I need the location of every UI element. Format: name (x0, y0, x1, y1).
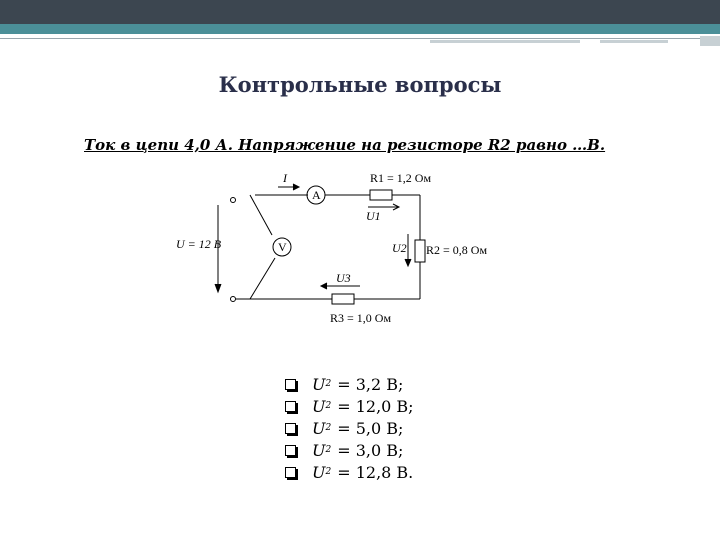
answer-option[interactable] (285, 439, 414, 461)
source-voltage-label: U = 12 В (176, 237, 222, 251)
answer-value: = 12,8 В. (337, 462, 414, 482)
header-accent (600, 40, 668, 43)
ammeter-label: A (312, 188, 321, 202)
answer-option[interactable] (285, 417, 414, 439)
u1-label: U1 (366, 209, 381, 223)
answer-options (285, 373, 414, 483)
answer-value: = 3,0 В; (337, 440, 404, 460)
answer-subscript: 2 (325, 445, 332, 455)
header-divider (0, 38, 720, 39)
header-accent (700, 36, 720, 46)
answer-symbol: U (312, 440, 326, 460)
answer-value: = 12,0 В; (337, 396, 414, 416)
current-label: I (283, 171, 287, 185)
slide-header-stripe (0, 24, 720, 34)
u3-label: U3 (336, 271, 351, 285)
answer-subscript: 2 (325, 423, 332, 433)
checkbox-icon[interactable] (285, 379, 296, 390)
answer-option[interactable] (285, 395, 414, 417)
answer-symbol: U (312, 462, 326, 482)
r1-label: R1 = 1,2 Ом (370, 171, 432, 185)
answer-option[interactable] (285, 373, 414, 395)
answer-subscript: 2 (325, 401, 332, 411)
circuit-diagram (160, 160, 520, 340)
slide-header-bar (0, 0, 720, 24)
header-accent (430, 40, 580, 43)
checkbox-icon[interactable] (285, 423, 296, 434)
answer-symbol: U (312, 374, 326, 394)
r2-label: R2 = 0,8 Ом (426, 243, 488, 257)
answer-symbol: U (312, 396, 326, 416)
answer-subscript: 2 (325, 379, 332, 389)
answer-symbol: U (312, 418, 326, 438)
checkbox-icon[interactable] (285, 445, 296, 456)
answer-option[interactable] (285, 461, 414, 483)
answer-subscript: 2 (325, 467, 332, 477)
question-text: Ток в цепи 4,0 А. Напряжение на резисторе R2 равно …В. (84, 136, 606, 154)
voltmeter-label: V (278, 240, 287, 254)
slide-title: Контрольные вопросы (218, 72, 502, 97)
checkbox-icon[interactable] (285, 467, 296, 478)
r3-label: R3 = 1,0 Ом (330, 311, 392, 325)
u2-label: U2 (392, 241, 407, 255)
answer-value: = 3,2 В; (337, 374, 404, 394)
answer-value: = 5,0 В; (337, 418, 404, 438)
checkbox-icon[interactable] (285, 401, 296, 412)
